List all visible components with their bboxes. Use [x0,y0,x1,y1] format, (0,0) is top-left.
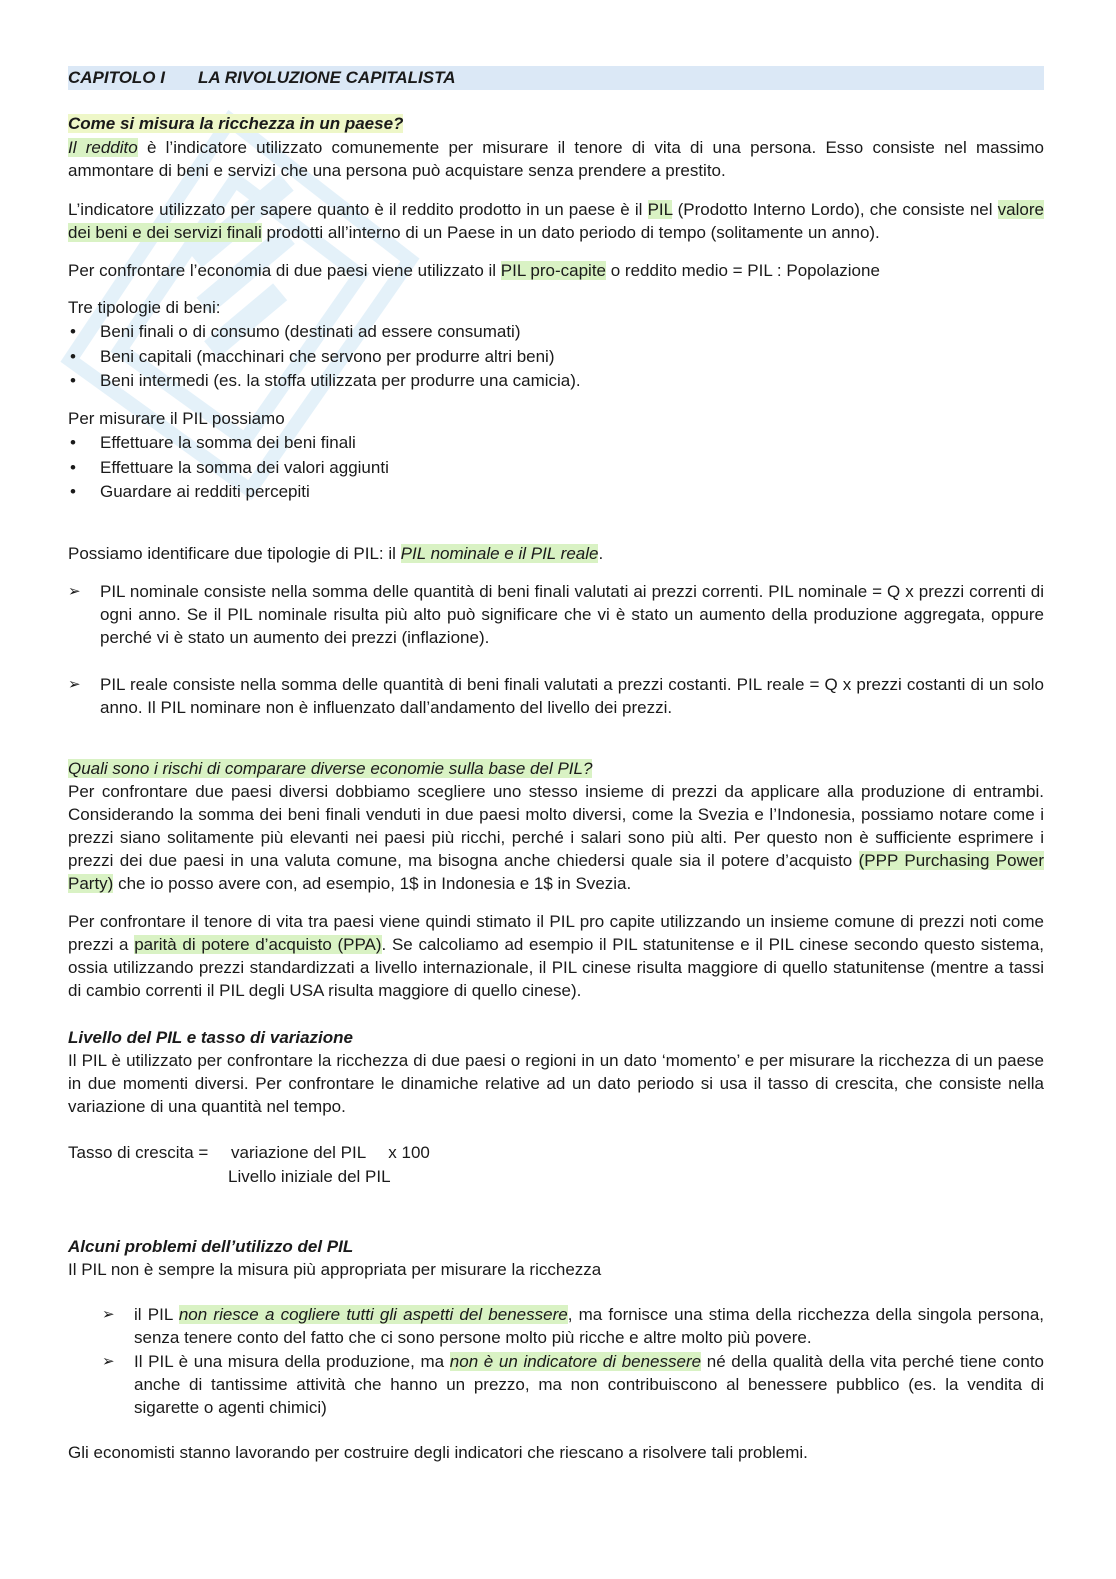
highlight-pil: PIL [647,200,673,219]
section-heading-rischi: Quali sono i rischi di comparare diverse economie sulla base del PIL? [68,759,593,778]
list-beni-title: Tre tipologie di beni: [68,298,221,317]
arrow-item-pil-reale: ➢ PIL reale consiste nella somma delle quantità di beni finali valutati a prezzi costanti. PIL reale = Q x prezzi costanti di un solo anno. Il PIL nominare non è influenzato dall’andamento del livello dei prezzi. [68,675,1044,717]
section-heading-problemi: Alcuni problemi dell’utilizzo del PIL [68,1237,354,1256]
section-heading-livello: Livello del PIL e tasso di variazione [68,1028,354,1047]
formula-multiplier: x 100 [388,1143,430,1162]
paragraph-tipologie-pil: Possiamo identificare due tipologie di PIL: il PIL nominale e il PIL reale. [68,544,604,563]
list-beni [68,320,1044,394]
section-heading-misura: Come si misura la ricchezza in un paese? [68,114,404,133]
list-misura-title: Per misurare il PIL possiamo [68,409,285,428]
formula-tasso-crescita [68,1141,1044,1164]
arrow-bullet-icon: ➢ [68,583,81,600]
arrow-bullet-icon: ➢ [68,676,81,693]
formula-label: Tasso di crescita = [68,1143,209,1162]
chapter-heading-bar [68,66,1044,90]
arrow-item-pil-nominale: ➢ PIL nominale consiste nella somma delle quantità di beni finali valutati ai prezzi correnti. PIL nominale = Q x prezzi correnti di ogni anno. Se il PIL nominale risulta più alto può significare che vi è stato un aumento della produzione aggregata, oppure perché vi è stato un aumento dei prezzi (inflazione). [68,582,1044,647]
paragraph-tasso-variazione: Il PIL è utilizzato per confrontare la ricchezza di due paesi o regioni in un dato ‘momento’ e per misurare la ricchezza di un paese in due momenti diversi. Per confrontare le dinamiche relative ad un dato periodo si usa il tasso di crescita, che consiste nella variazione di una quantità nel tempo. [68,1051,1044,1116]
formula-denominator: Livello iniziale del PIL [228,1167,391,1186]
list-item: • Effettuare la somma dei beni finali [68,431,1044,456]
paragraph-closing: Gli economisti stanno lavorando per costruire degli indicatori che riescano a risolvere tali problemi. [68,1443,808,1462]
arrow-item-benessere: ➢ il PIL non riesce a cogliere tutti gli aspetti del benessere, ma fornisce una stima della ricchezza della singola persona, senza tenere conto del fatto che ci sono persone molto più ricche e altre molto più povere. [102,1305,1044,1347]
list-item: • Guardare ai redditi percepiti [68,480,1044,505]
highlight-ppp: (PPP Purchasing Power Party) [68,851,1044,893]
list-item: • Beni capitali (macchinari che servono per produrre altri beni) [68,345,1044,370]
paragraph-pil: L’indicatore utilizzato per sapere quanto è il reddito prodotto in un paese è il PIL (Prodotto Interno Lordo), che consiste nel valore dei beni e dei servizi finali prodotti all’interno di un Paese in un dato periodo di tempo (solitamente un anno). [68,200,1044,242]
formula-numerator: variazione del PIL [231,1143,366,1162]
arrow-bullet-icon: ➢ [102,1306,115,1323]
list-item: • Effettuare la somma dei valori aggiunti [68,456,1044,481]
list-item: • Beni intermedi (es. la stoffa utilizzata per produrre una camicia). [68,369,1044,394]
paragraph-reddito: Il reddito è l’indicatore utilizzato comunemente per misurare il tenore di vita di una persona. Esso consiste nel massimo ammontare di beni e servizi che una persona può acquistare senza prendere a prestito. [68,138,1045,180]
paragraph-pil-procapite: Per confrontare l’economia di due paesi viene utilizzato il PIL pro-capite o reddito medio = PIL : Popolazione [68,261,880,280]
highlight-nominale-reale: PIL nominale e il PIL reale [400,544,599,563]
paragraph-ppa: Per confrontare il tenore di vita tra paesi viene quindi stimato il PIL pro capite utilizzando un insieme comune di prezzi noti come prezzi a parità di potere d’acquisto (PPA). Se calcoliamo ad esempio il PIL statunitense e il PIL cinese secondo questo sistema, ossia utilizzando prezzi standardizzati a livello internazionale, il PIL cinese risulta maggiore di quello statunitense (mentre a tassi di cambio correnti il PIL degli USA risulta maggiore di quello cinese). [68,912,1044,1000]
highlight-valore: valore dei beni e dei servizi finali [68,200,1044,242]
paragraph-problemi-intro: Il PIL non è sempre la misura più appropriata per misurare la ricchezza [68,1260,602,1279]
highlight-procapite: PIL pro-capite [500,261,607,280]
arrow-item-produzione: ➢ Il PIL è una misura della produzione, ma non è un indicatore di benessere né della qualità della vita perché tiene conto anche di tantissime attività che hanno un prezzo, ma non contribuiscono al benessere pubblico (es. la vendita di sigarette o agenti chimici) [102,1352,1045,1417]
paragraph-confronto-paesi: Per confrontare due paesi diversi dobbiamo scegliere uno stesso insieme di prezzi da applicare alla produzione di entrambi. Considerando la somma dei beni finali venduti in due paesi molto diversi, come la Svezia e l’Indonesia, possiamo notare come i prezzi siano solitamente più elevanti nei paesi più ricchi, perché i salari sono più alti. Per questo non è sufficiente esprimere i prezzi dei due paesi in una valuta comune, ma bisogna anche chiedersi quale sia il potere d’acquisto (PPP Purchasing Power Party) che io posso avere con, ad esempio, 1$ in Indonesia e 1$ in Svezia. [68,782,1044,893]
highlight-indicatore: non è un indicatore di benessere [449,1352,702,1371]
highlight-ppa: parità di potere d’acquisto (PPA) [134,935,382,954]
chapter-title: LA RIVOLUZIONE CAPITALISTA [198,68,456,87]
list-misura [68,431,1044,505]
arrow-bullet-icon: ➢ [102,1353,115,1370]
list-item: • Beni finali o di consumo (destinati ad essere consumati) [68,320,1044,345]
highlight-reddito: Il reddito [68,138,138,157]
chapter-number: CAPITOLO I [68,68,165,87]
highlight-benessere: non riesce a cogliere tutti gli aspetti del benessere [178,1305,568,1324]
